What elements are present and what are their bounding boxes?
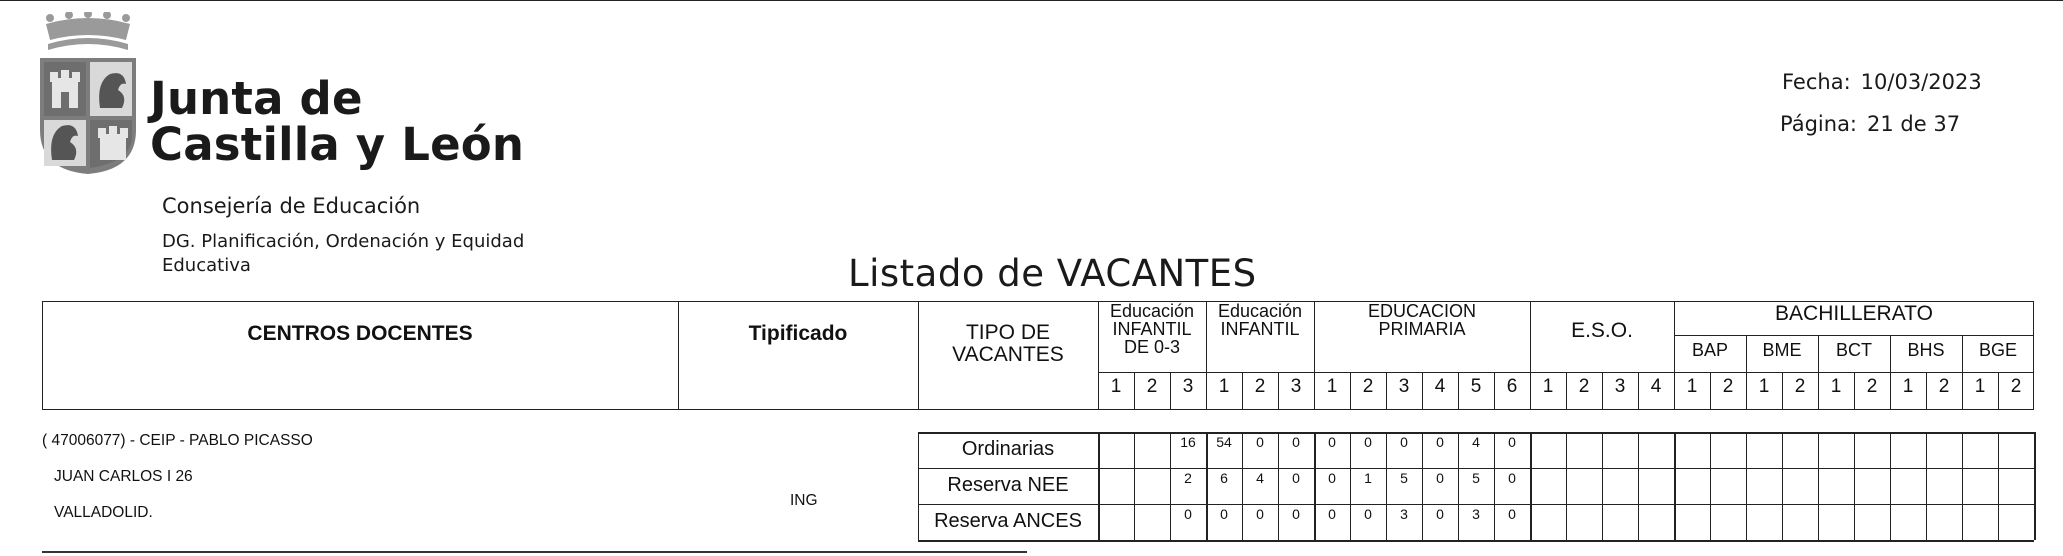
column-number: 1	[1902, 376, 1914, 397]
vacancy-type-label: Reserva ANCES	[934, 510, 1082, 532]
school-city: VALLADOLID.	[54, 504, 153, 521]
grid-column-line	[1350, 432, 1351, 540]
column-number: 2	[1254, 376, 1266, 397]
column-divider	[1386, 372, 1387, 410]
header-divider	[678, 301, 679, 410]
vacancy-value: 0	[1364, 506, 1372, 522]
bachillerato-subgroup: BHS	[1907, 340, 1945, 360]
grid-column-line	[1566, 432, 1567, 540]
grid-left-border	[918, 432, 919, 540]
vacancy-value: 16	[1180, 434, 1196, 450]
column-number: 2	[1794, 376, 1806, 397]
column-number: 4	[1650, 376, 1662, 397]
brand-name	[150, 72, 525, 171]
column-divider	[1638, 372, 1639, 410]
bottom-rule	[42, 551, 1027, 553]
vacancy-value: 1	[1364, 470, 1372, 486]
vacancy-value: 0	[1436, 506, 1444, 522]
school-code-name: ( 47006077) - CEIP - PABLO PICASSO	[42, 432, 313, 449]
column-number: 4	[1434, 376, 1446, 397]
group-header-line: E.S.O.	[1571, 319, 1633, 342]
header-divider	[918, 301, 919, 410]
vacancy-value: 0	[1328, 506, 1336, 522]
vacancy-value: 0	[1328, 434, 1336, 450]
group-header	[1098, 302, 1206, 356]
grid-column-line	[1674, 432, 1676, 540]
grid-column-line	[1854, 432, 1855, 540]
vacancy-value: 5	[1472, 470, 1480, 486]
column-number: 1	[1326, 376, 1338, 397]
tipo-line-2: VACANTES	[952, 343, 1064, 366]
column-number: 1	[1686, 376, 1698, 397]
grid-column-line	[1890, 432, 1891, 540]
header-centros: CENTROS DOCENTES	[247, 322, 473, 345]
grid-column-line	[1494, 432, 1495, 540]
column-divider	[1998, 372, 1999, 410]
grid-column-line	[1386, 432, 1387, 540]
column-number: 3	[1398, 376, 1410, 397]
vacancy-value: 6	[1220, 470, 1228, 486]
vacancy-value: 0	[1220, 506, 1228, 522]
grid-column-line	[1638, 432, 1639, 540]
group-header	[1530, 319, 1674, 342]
grid-column-line	[1170, 432, 1171, 540]
column-number: 1	[1974, 376, 1986, 397]
column-divider	[1278, 372, 1279, 410]
group-header-bachillerato: BACHILLERATO	[1775, 302, 1933, 325]
grid-column-line	[1242, 432, 1243, 540]
column-number: 2	[1146, 376, 1158, 397]
school-tipificado: ING	[790, 492, 818, 509]
column-divider	[1566, 372, 1567, 410]
group-header-line: DE 0-3	[1123, 337, 1181, 357]
column-divider	[1494, 372, 1495, 410]
grid-column-line	[1926, 432, 1927, 540]
vacancy-type-label: Ordinarias	[961, 438, 1055, 460]
brand-line-2: Castilla y León	[150, 118, 525, 171]
grid-column-line	[1458, 432, 1459, 540]
vacancy-value: 0	[1436, 434, 1444, 450]
vacancy-value: 0	[1328, 470, 1336, 486]
column-divider	[1782, 372, 1783, 410]
vacancy-value: 0	[1364, 434, 1372, 450]
grid-column-line	[2034, 432, 2036, 540]
vacancy-value: 54	[1216, 434, 1232, 450]
bachillerato-underline	[1674, 335, 2034, 336]
column-number: 3	[1290, 376, 1302, 397]
column-number: 2	[1938, 376, 1950, 397]
vacancy-value: 0	[1400, 434, 1408, 450]
vacancy-value: 0	[1256, 506, 1264, 522]
vacancy-value: 0	[1256, 434, 1264, 450]
column-divider	[1350, 372, 1351, 410]
page-value: 21 de 37	[1867, 112, 1961, 136]
group-header	[1206, 302, 1314, 338]
vacancy-value: 0	[1436, 470, 1444, 486]
column-divider	[1170, 372, 1171, 410]
bachillerato-subgroup: BCT	[1836, 340, 1872, 360]
column-divider	[1242, 372, 1243, 410]
vacancy-value: 0	[1508, 470, 1516, 486]
vacancy-value: 0	[1292, 470, 1300, 486]
date-label: Fecha:	[1782, 70, 1851, 94]
column-number: 5	[1470, 376, 1482, 397]
row-divider	[918, 504, 2034, 505]
page-title: Listado de VACANTES	[848, 252, 1257, 295]
header-tipo-vacantes	[918, 322, 1098, 366]
column-divider	[1422, 372, 1423, 410]
header-tipificado: Tipificado	[748, 322, 848, 345]
vacancy-value: 3	[1472, 506, 1480, 522]
vacancy-value: 0	[1292, 434, 1300, 450]
column-number: 1	[1542, 376, 1554, 397]
column-divider	[1134, 372, 1135, 410]
group-header-line: Educación	[1109, 301, 1195, 321]
grid-column-line	[1746, 432, 1747, 540]
group-header-line: INFANTIL	[1112, 319, 1192, 339]
column-number: 3	[1182, 376, 1194, 397]
column-number: 3	[1614, 376, 1626, 397]
group-header-line: PRIMARIA	[1378, 319, 1466, 339]
grid-column-line	[1098, 432, 1100, 540]
grid-column-line	[1710, 432, 1711, 540]
brand-line-1: Junta de	[150, 72, 363, 125]
grid-column-line	[1602, 432, 1603, 540]
top-border	[0, 0, 2063, 1]
column-number: 2	[1362, 376, 1374, 397]
vacancy-value: 5	[1400, 470, 1408, 486]
vacancy-value: 0	[1508, 506, 1516, 522]
column-number: 1	[1758, 376, 1770, 397]
column-number: 6	[1506, 376, 1518, 397]
column-divider	[1458, 372, 1459, 410]
tipo-line-1: TIPO DE	[965, 321, 1050, 344]
grid-column-line	[1278, 432, 1279, 540]
bachillerato-subgroup: BME	[1762, 340, 1802, 360]
school-address: JUAN CARLOS I 26	[54, 468, 193, 485]
group-header	[1314, 302, 1530, 338]
coat-of-arms-logo	[40, 12, 136, 174]
grid-column-line	[1314, 432, 1316, 540]
column-divider	[1602, 372, 1603, 410]
date-value: 10/03/2023	[1860, 70, 1982, 94]
vacancy-value: 0	[1292, 506, 1300, 522]
group-header-line: EDUCACION	[1367, 301, 1476, 321]
vacancy-value: 0	[1184, 506, 1192, 522]
grid-column-line	[1422, 432, 1423, 540]
vacancy-value: 3	[1400, 506, 1408, 522]
column-number: 1	[1830, 376, 1842, 397]
column-number: 1	[1218, 376, 1230, 397]
group-header-line: Educación	[1217, 301, 1303, 321]
grid-column-line	[1962, 432, 1963, 540]
vacancy-type-label: Reserva NEE	[947, 474, 1069, 496]
grid-bottom-border	[918, 540, 2034, 542]
page-line	[1780, 112, 1960, 136]
number-row-rule	[1098, 372, 2034, 373]
grid-column-line	[1206, 432, 1208, 540]
grid-column-line	[1998, 432, 1999, 540]
grid-column-line	[1134, 432, 1135, 540]
grid-column-line	[1818, 432, 1819, 540]
page-label: Página:	[1780, 112, 1858, 136]
department-name: Consejería de Educación	[162, 194, 421, 218]
column-divider	[1926, 372, 1927, 410]
column-divider	[1854, 372, 1855, 410]
column-number: 2	[1866, 376, 1878, 397]
vacancy-value: 4	[1472, 434, 1480, 450]
column-number: 2	[1578, 376, 1590, 397]
vacancy-value: 2	[1184, 470, 1192, 486]
row-divider	[918, 468, 2034, 469]
column-number: 1	[1110, 376, 1122, 397]
grid-column-line	[1530, 432, 1532, 540]
column-number: 2	[1722, 376, 1734, 397]
column-number: 2	[2010, 376, 2022, 397]
vacancy-value: 4	[1256, 470, 1264, 486]
vacancy-value: 0	[1508, 434, 1516, 450]
bachillerato-subgroup: BAP	[1691, 340, 1729, 360]
bachillerato-subgroup: BGE	[1978, 340, 2017, 360]
column-divider	[1710, 372, 1711, 410]
subdepartment-name: DG. Planificación, Ordenación y Equidad Educativa	[162, 231, 525, 276]
group-header-line: INFANTIL	[1220, 319, 1300, 339]
date-line	[1782, 70, 1982, 94]
grid-column-line	[1782, 432, 1783, 540]
